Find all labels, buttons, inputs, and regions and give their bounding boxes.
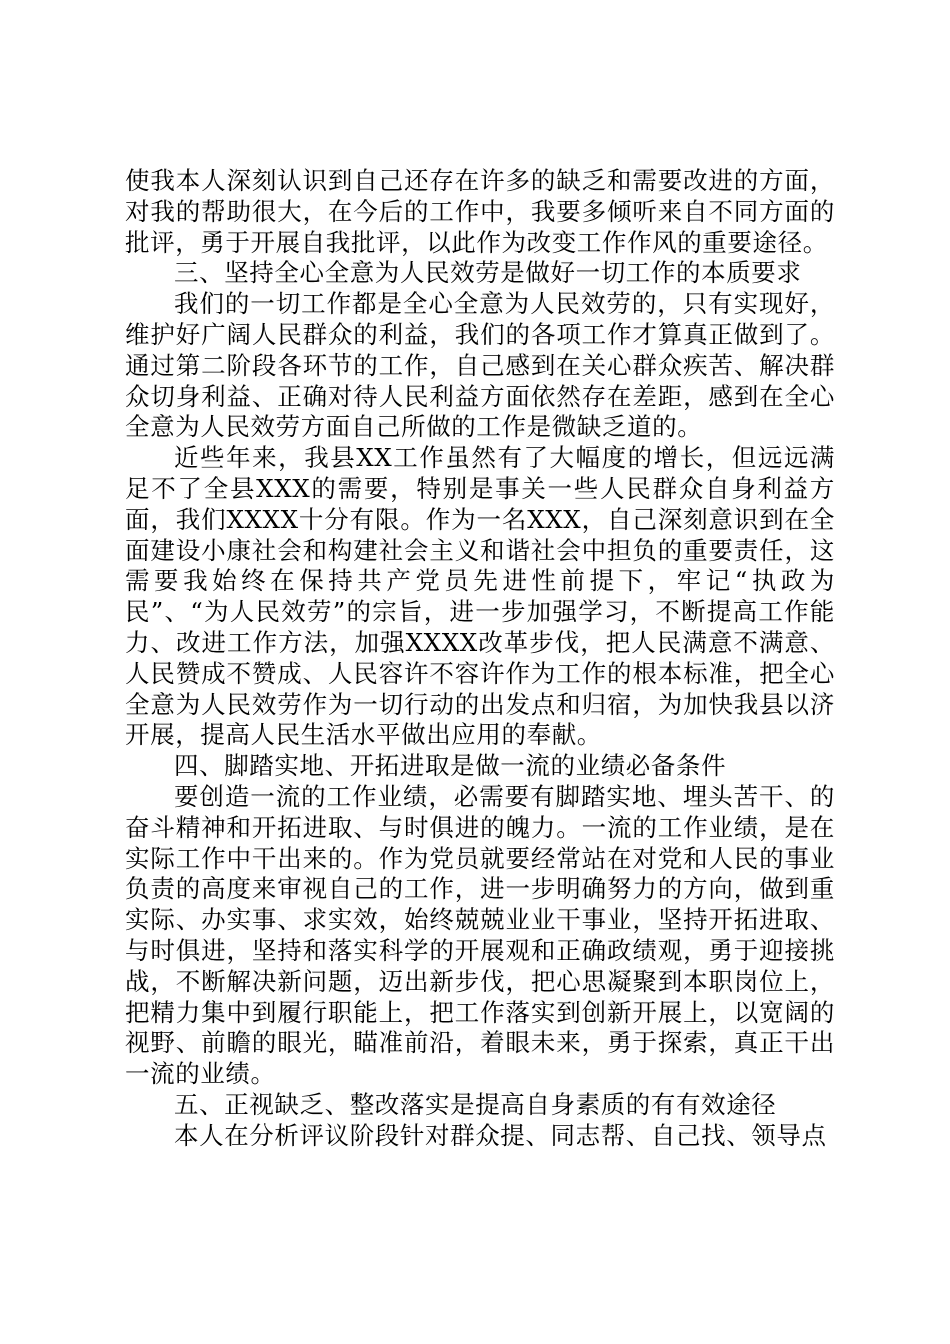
section-heading-four: 四、脚踏实地、开拓进取是做一流的业绩必备条件: [174, 751, 727, 781]
paragraph-rectification: 本人在分析评议阶段针对群众提、同志帮、自己找、领导点: [174, 1120, 827, 1150]
paragraph-first-class-performance: 要创造一流的工作业绩，必需要有脚踏实地、埋头苦干、的奋斗精神和开拓进取、与时俱进的魄力。一流的工作业绩，是在实际工作中干出来的。作为党员就要经常站在对党和人民的事业负责的高度来审视自己的工作，进一步明确努力的方向，做到重实际、办实事、求实效，始终兢兢业业干事业，坚持开拓进取、与时俱进，坚持和落实科学的开展观和正确政绩观，勇于迎接挑战，不断解决新问题，迈出新步伐，把心思凝聚到本职岗位上，把精力集中到履行职能上，把工作落实到创新开展上，以宽阔的视野、前瞻的眼光，瞄准前沿，着眼未来，勇于探索，真正干出一流的业绩。: [125, 781, 835, 1089]
paragraph-opening-continuation: 使我本人深刻认识到自己还存在许多的缺乏和需要改进的方面，对我的帮助很大，在今后的工作中，我要多倾听来自不同方面的批评，勇于开展自我批评，以此作为改变工作作风的重要途径。: [125, 166, 835, 257]
paragraph-serving-people: 我们的一切工作都是全心全意为人民效劳的，只有实现好，维护好广阔人民群众的利益，我们的各项工作才算真正做到了。通过第二阶段各环节的工作，自己感到在关心群众疾苦、解决群众切身利益、正确对待人民利益方面依然存在差距，感到在全心全意为人民效劳方面自己所做的工作是微缺乏道的。: [125, 289, 835, 442]
document-body: [125, 166, 835, 1152]
paragraph-county-development: 近些年来，我县XX工作虽然有了大幅度的增长，但远远满足不了全县XXX的需要，特别是事关一些人民群众自身利益方面，我们XXXX十分有限。作为一名XXX，自己深刻意识到在全面建设小康社会和构建社会主义和谐社会中担负的重要责任，这需要我始终在保持共产党员先进性前提下，牢记“执政为民”、“为人民效劳”的宗旨，进一步加强学习，不断提高工作能力、改进工作方法，加强XXXX改革步伐，把人民满意不满意、人民赞成不赞成、人民容许不容许作为工作的根本标准，把全心全意为人民效劳作为一切行动的出发点和归宿，为加快我县以济开展，提高人民生活水平做出应用的奉献。: [125, 443, 835, 750]
section-heading-five: 五、正视缺乏、整改落实是提高自身素质的有有效途径: [174, 1089, 777, 1119]
section-heading-three: 三、坚持全心全意为人民效劳是做好一切工作的本质要求: [174, 258, 802, 288]
